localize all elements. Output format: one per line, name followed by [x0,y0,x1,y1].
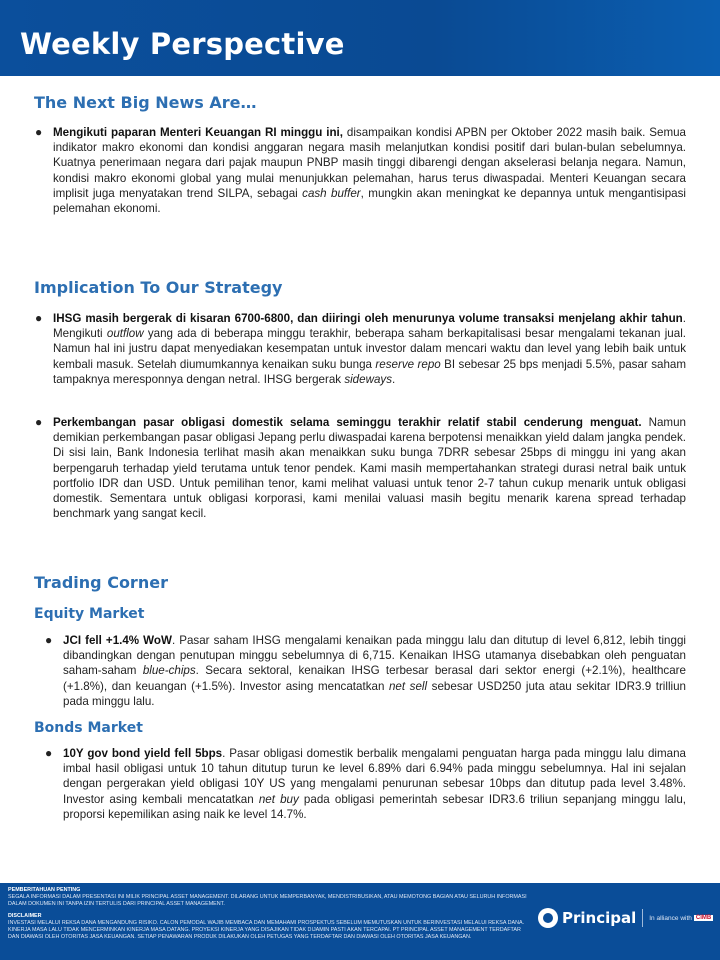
bullet-italic: sideways [344,372,392,386]
logo-divider [642,909,643,927]
bullet-dot-icon: ● [35,415,43,429]
brand-name: Principal [562,909,637,927]
bullet-text-tail: , mungkin akan meningkat ke depannya untuk mengantisipasi pelemahan ekonomi. [53,186,686,216]
principal-logo [538,908,713,928]
bullet-text: disampaikan kondisi APBN per Oktober 2022 masih baik. Semua indikator makro ekonomi dan kondisi anggaran negara masih melanjutkan kondisi positif dari bulan-bulan sebelumnya. Kuatnya penerimaan negara dari pajak maupun PNBP masih tinggi dibarengi dengan akselerasi belanja negara. Namun, kondisi makro ekonomi global yang mulai menunjukkan pelemahan, harus terus diwaspadai. Menteri Keuangan secara implisit juga menyatakan trend SILPA, sebagai [53,126,686,200]
bullet-bonds [45,746,686,822]
bullet-text: . [392,372,396,386]
disclaimer-heading: DISCLAIMER [8,913,42,919]
bullet-italic: outflow [106,327,144,341]
bullet-italic: net sell [388,679,428,693]
bullet-lead: JCI fell +1.4% WoW [63,634,172,647]
bullet-apbn [35,125,686,216]
page-title: Weekly Perspective [20,27,345,61]
bullet-equity [45,633,687,709]
section-title-trading-corner: Trading Corner [34,573,168,592]
bullet-text: . Mengikuti [53,312,686,341]
bullet-lead: Mengikuti paparan Menteri Keuangan RI minggu ini, [53,126,343,139]
page-header [0,0,720,76]
bullet-ihsg [35,311,687,387]
bullet-dot-icon: ● [35,125,43,139]
bullet-text: Namun demikian perkembangan pasar obligasi Jepang perlu diwaspadai karena berpotensi menaikkan yield dalam jangka pendek. Di sisi lain, Bank Indonesia terlihat masih akan menaikkan suku bunga 7DRR sebesar 25bps di minggu ini yang akan berpengaruh terhadap yield terutama untuk tenor pendek. Kami masih mempertahankan strategi durasi netral baik untuk portfolio IDR dan USD. Untuk pemilihan tenor, kami melihat valuasi untuk tenor 2-7 tahun cukup menarik untuk obligasi domestik. Sementara untuk obligasi korporasi, kami menilai valuasi masih begitu menarik karena spread terhadap benchmark yang sangat kecil. [53,416,686,521]
bullet-italic: reserve repo [375,357,441,371]
notice-text: SEGALA INFORMASI DALAM PRESENTASI INI MILIK PRINCIPAL ASSET MANAGEMENT. DILARANG UNTUK MEMPERBANYAK, MENDISTRIBUSIKAN, ATAU MEMOTONG BAGIAN ATAU SELURUH INFORMASI DALAM DOKUMEN INI TANPA IZIN TERTULIS DARI PRINCIPAL ASSET MANAGEMENT. [8,894,527,907]
cimb-logo: CIMB [695,915,712,921]
bullet-lead: Perkembangan pasar obligasi domestik selama seminggu terakhir relatif stabil cenderung menguat. [53,416,642,429]
bullet-bond-market [35,415,686,521]
bullet-italic: cash buffer [302,186,361,200]
alliance-text: In alliance with [649,914,692,922]
bullet-text: yang ada di beberapa minggu terakhir, beberapa saham berkapitalisasi besar mengalami tekanan jual. Namun hal ini justru dapat menyediakan kesempatan untuk investor dalam mencari waktu dan level yang lebih baik untuk kembali masuk. Setelah diumumkannya kenaikan suku bunga [53,327,687,371]
notice-heading: PEMBERITAHUAN PENTING [8,887,81,893]
bullet-text: pada obligasi pemerintah sebesar IDR3.6 triliun sepanjang minggu lalu, proporsi kepemilikan asing naik ke level 14.7%. [63,792,686,821]
bullet-dot-icon: ● [45,746,53,760]
bullet-text: . Secara sektoral, kenaikan IHSG terbesar berasal dari sektor energi (+2.1%), healthcare (+1.8%), dan keuangan (+1.5%). Investor asing mencatatkan [63,664,686,693]
bullet-italic: blue-chips [142,664,196,678]
bullet-text: BI sebesar 25 bps menjadi 5.5%, pasar saham tampaknya meresponnya dengan netral. IHSG bergerak [53,357,686,386]
bullet-text: . Pasar saham IHSG mengalami kenaikan pada minggu lalu dan ditutup di level 6,812, lebih tinggi dibandingkan dengan penutupan minggu sebelumnya di 6,715. Kenaikan IHSG utamanya disebabkan oleh penguatan saham-saham [63,634,686,678]
subsection-title-bonds: Bonds Market [34,720,143,736]
disclaimer-text: INVESTASI MELALUI REKSA DANA MENGANDUNG RISIKO. CALON PEMODAL WAJIB MEMBACA DAN MEMAHAMI PROSPEKTUS SEBELUM MEMUTUSKAN UNTUK BERINVESTASI MELALUI REKSA DANA. KINERJA MASA LALU TIDAK MENCERMINKAN KINERJA MASA DATANG. PROYEKSI KINERJA YANG DISAJIKAN TIDAK DIJAMIN PASTI AKAN TERCAPAI. PT PRINCIPAL ASSET MANAGEMENT TERDAFTAR DAN DIAWASI OLEH OTORITAS JASA KEUANGAN. SETIAP PENAWARAN PRODUK DILAKUKAN OLEH PETUGAS YANG TERDAFTAR DAN DIAWASI OLEH OTORITAS JASA KEUANGAN. [8,920,525,940]
bullet-lead: IHSG masih bergerak di kisaran 6700-6800, dan diiringi oleh menurunya volume transaksi menjelang akhir tahun [53,312,683,325]
bullet-dot-icon: ● [35,311,43,325]
bullet-lead: 10Y gov bond yield fell 5bps [63,747,223,760]
bullet-italic: net buy [258,792,299,806]
bullet-text: . Pasar obligasi domestik berbalik mengalami penguatan harga pada minggu lalu dimana imbal hasil obligasi untuk 10 tahun ditutup turun ke level 6.89% dari 6.94% pada minggu sebelumnya. Hal ini sejalan dengan pergerakan yield obligasi 10Y US yang mengalami penurunan sebesar 10bps dan ditutup pada level 3.48%. Investor asing kembali mencatatkan [63,747,686,806]
section-title-implication: Implication To Our Strategy [34,278,283,297]
principal-logo-icon [538,908,558,928]
section-title-next-big-news: The Next Big News Are… [34,93,257,112]
subsection-title-equity: Equity Market [34,606,145,622]
bullet-text: sebesar USD250 juta atau sekitar IDR3.9 trilliun pada minggu lalu. [63,679,687,708]
bullet-dot-icon: ● [45,633,53,647]
footer-legal-text [8,887,528,941]
